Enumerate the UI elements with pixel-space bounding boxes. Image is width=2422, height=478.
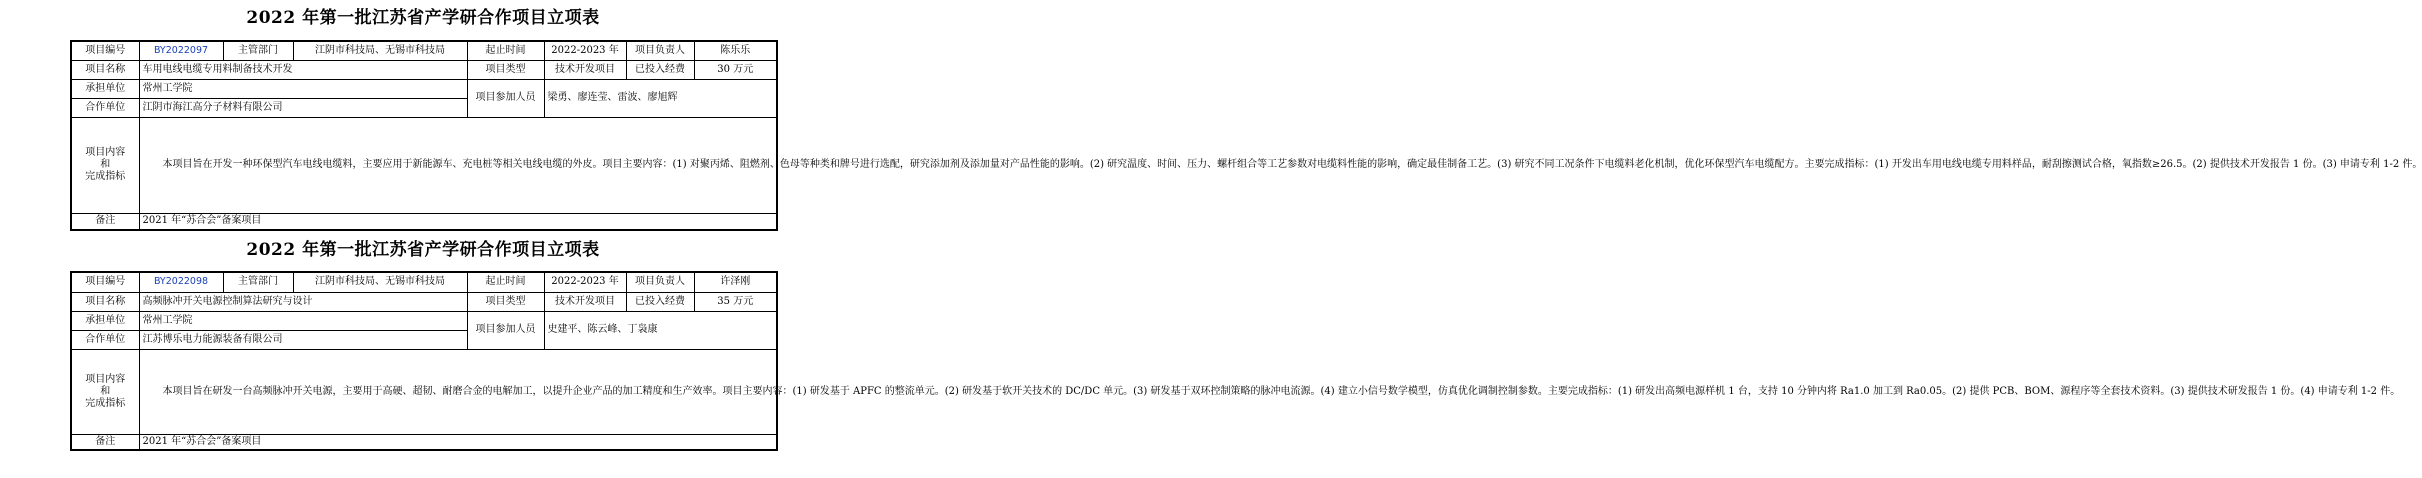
table-row xyxy=(71,292,777,311)
content-value: 本项目旨在开发一种环保型汽车电线电缆料，主要应用于新能源车、充电桩等相关电线电缆的外皮。项目主要内容：(1) 对聚丙烯、阻燃剂、色母等种类和牌号进行选配，研究添加剂及添加量对产品性能的影响。(2) 研究温度、时间、压力、螺杆组合等工艺参数对电缆料性能的影响，确定最佳制备工艺。(3) 研究不同工况条件下电缆料老化机制，优化环保型汽车电缆配方。主要完成指标：(1) 开发出车用电线电缆专用料样品，耐刮擦测试合格，氧指数≥26.5。(2) 提供技术开发报告 1 份。(3) 申请专利 1-2 件。 xyxy=(139,117,777,213)
project-table xyxy=(70,40,2422,231)
project-code-label: 项目编号 xyxy=(71,41,139,60)
participants-label: 项目参加人员 xyxy=(467,79,544,117)
funding-status: 已投入经费 xyxy=(626,292,694,311)
period-label: 起止时间 xyxy=(467,272,544,292)
leader-label: 项目负责人 xyxy=(626,41,694,60)
table-row xyxy=(71,60,777,79)
participants-value: 梁勇、廖连莹、雷波、廖旭辉 xyxy=(544,79,777,117)
project-type-value: 技术开发项目 xyxy=(544,60,626,79)
undertaker-label: 承担单位 xyxy=(71,311,139,330)
table-row xyxy=(71,117,777,213)
partner-label: 合作单位 xyxy=(71,330,139,349)
page-title: 2022 年第一批江苏省产学研合作项目立项表 xyxy=(246,8,600,28)
partner-label: 合作单位 xyxy=(71,98,139,117)
table-row xyxy=(71,79,777,98)
table-row xyxy=(71,41,777,60)
department-value: 江阴市科技局、无锡市科技局 xyxy=(293,272,467,292)
project-name-label: 项目名称 xyxy=(71,292,139,311)
project-type-label: 项目类型 xyxy=(467,292,544,311)
remark-value: 2021 年“苏合会”备案项目 xyxy=(139,213,777,230)
undertaker-value: 常州工学院 xyxy=(139,311,467,330)
department-label: 主管部门 xyxy=(223,272,293,292)
content-label: 项目内容 和 完成指标 xyxy=(71,117,139,213)
remark-label: 备注 xyxy=(71,213,139,230)
project-name-value: 高频脉冲开关电源控制算法研究与设计 xyxy=(139,292,467,311)
project-code-label: 项目编号 xyxy=(71,272,139,292)
period-value: 2022-2023 年 xyxy=(544,272,626,292)
department-label: 主管部门 xyxy=(223,41,293,60)
table-row xyxy=(71,349,777,434)
undertaker-label: 承担单位 xyxy=(71,79,139,98)
project-type-value: 技术开发项目 xyxy=(544,292,626,311)
remark-label: 备注 xyxy=(71,434,139,450)
leader-value: 许泽刚 xyxy=(694,272,777,292)
participants-label: 项目参加人员 xyxy=(467,311,544,349)
funding-amount: 35 万元 xyxy=(694,292,777,311)
funding-amount: 30 万元 xyxy=(694,60,777,79)
period-value: 2022-2023 年 xyxy=(544,41,626,60)
partner-value: 江苏博乐电力能源装备有限公司 xyxy=(139,330,467,349)
remark-value: 2021 年“苏合会”备案项目 xyxy=(139,434,777,450)
project-type-label: 项目类型 xyxy=(467,60,544,79)
project-name-label: 项目名称 xyxy=(71,60,139,79)
department-value: 江阴市科技局、无锡市科技局 xyxy=(293,41,467,60)
content-value: 本项目旨在研发一台高频脉冲开关电源，主要用于高硬、超韧、耐磨合金的电解加工，以提升企业产品的加工精度和生产效率。项目主要内容：(1) 研发基于 APFC 的整流单元。(2) 研发基于软开关技术的 DC/DC 单元。(3) 研发基于双环控制策略的脉冲电流源。(4) 建立小信号数学模型，仿真优化调制控制参数。主要完成指标：(1) 研发出高频电源样机 1 台，支持 10 分钟内将 Ra1.0 加工到 Ra0.05。(2) 提供 PCB、BOM、源程序等全套技术资料。(3) 提供技术研发报告 1 份。(4) 申请专利 1-2 件。 xyxy=(139,349,777,434)
project-code-value: BY2022098 xyxy=(139,272,223,292)
period-label: 起止时间 xyxy=(467,41,544,60)
project-name-value: 车用电线电缆专用料制备技术开发 xyxy=(139,60,467,79)
funding-status: 已投入经费 xyxy=(626,60,694,79)
undertaker-value: 常州工学院 xyxy=(139,79,467,98)
table-row xyxy=(71,213,777,230)
participants-value: 史建平、陈云峰、丁袅康 xyxy=(544,311,777,349)
content-label: 项目内容 和 完成指标 xyxy=(71,349,139,434)
table-row xyxy=(71,272,777,292)
leader-label: 项目负责人 xyxy=(626,272,694,292)
project-code-value: BY2022097 xyxy=(139,41,223,60)
table-row xyxy=(71,311,777,330)
table-row xyxy=(71,434,777,450)
leader-value: 陈乐乐 xyxy=(694,41,777,60)
page-title: 2022 年第一批江苏省产学研合作项目立项表 xyxy=(246,240,600,260)
partner-value: 江阴市海江高分子材料有限公司 xyxy=(139,98,467,117)
project-table xyxy=(70,271,2401,451)
